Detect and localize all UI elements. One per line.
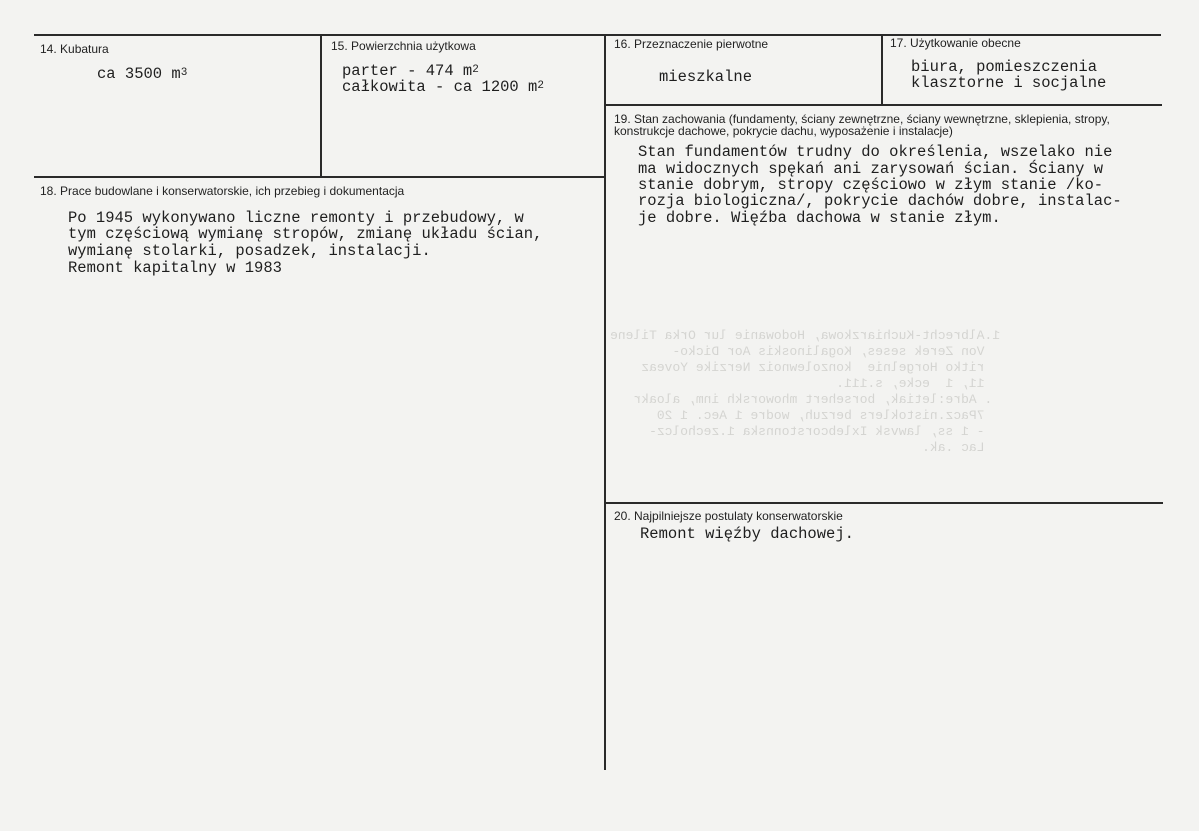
s18-line: Po 1945 wykonywano liczne remonty i przebudowy, w bbox=[68, 209, 524, 227]
s17-line1: biura, pomieszczenia bbox=[911, 58, 1098, 76]
rule-s14-s15-divider bbox=[320, 34, 322, 177]
s19-line: je dobre. Więźba dachowa w stanie złym. bbox=[638, 209, 1001, 227]
s19-label-line1: 19. Stan zachowania (fundamenty, ściany zewnętrzne, ściany wewnętrzne, sklepienia, stropy, bbox=[614, 112, 1110, 126]
s16-label: 16. Przeznaczenie pierwotne bbox=[614, 37, 769, 51]
s19-line: stanie dobrym, stropy częściowo w złym stanie /ko- bbox=[638, 176, 1104, 194]
s17-line2: klasztorne i socjalne bbox=[911, 74, 1107, 92]
s15-line1-main: parter - 474 m bbox=[342, 62, 473, 80]
s17-label: 17. Użytkowanie obecne bbox=[890, 36, 1021, 50]
s14-label: 14. Kubatura bbox=[40, 42, 109, 56]
s18-line: Remont kapitalny w 1983 bbox=[68, 259, 282, 277]
s15-label: 15. Powierzchnia użytkowa bbox=[331, 39, 476, 53]
rule-s16-s17-divider bbox=[881, 34, 883, 105]
s15-line1-sup: 2 bbox=[472, 64, 479, 76]
s20-label: 20. Najpilniejsze postulaty konserwatorskie bbox=[614, 509, 843, 523]
s14-value-sup: 3 bbox=[180, 67, 188, 79]
s18-line: wymianę stolarki, posadzek, instalacji. bbox=[68, 242, 431, 260]
s19-line: rozja biologiczna/, pokrycie dachów dobre, instalac- bbox=[638, 192, 1122, 210]
s15-line2-main: całkowita - ca 1200 m bbox=[342, 78, 538, 96]
s19-label-line2: konstrukcje dachowe, pokrycie dachu, wyposażenie i instalacje) bbox=[614, 124, 953, 138]
s19-line: Stan fundamentów trudny do określenia, wszelako nie bbox=[638, 143, 1113, 161]
s18-label: 18. Prace budowlane i konserwatorskie, ich przebieg i dokumentacja bbox=[40, 184, 405, 198]
s16-value: mieszkalne bbox=[659, 68, 753, 86]
s19-line: ma widocznych spękań ani zarysowań ścian. Ściany w bbox=[638, 160, 1104, 178]
rule-center-divider bbox=[604, 34, 606, 770]
rule-s16-s17-bottom bbox=[604, 104, 1162, 106]
rule-s19-bottom bbox=[604, 502, 1163, 504]
s15-line2 bbox=[342, 79, 544, 98]
s20-value: Remont więźby dachowej. bbox=[640, 525, 854, 543]
s15-line2-sup: 2 bbox=[537, 80, 544, 92]
s14-value-main: ca 3500 m bbox=[97, 65, 181, 83]
bleed-through-text: 1.Albrecht-Kuchiarzkowa, Hodowanie lur Orka Tilene Von Zerek seses, Kogalinoskis Aor Dicko- ritko Horgelnie konzolewnoiz Nerzike Yoveaz 11, 1 ecke, s.111. . Adre:letiak, borsehert mhoworskh inm, aloakr 7Pacz.nistoklers berzuh, wodre 1 Aec. 1 20 - 1 ss, lawvsk Ixlebcorstonnska 1.zecholcz- Lac .ak. bbox=[610, 328, 1001, 455]
s14-value bbox=[97, 66, 187, 85]
rule-s14-s15-bottom bbox=[34, 176, 604, 178]
s18-line: tym częściową wymianę stropów, zmianę układu ścian, bbox=[68, 225, 543, 243]
